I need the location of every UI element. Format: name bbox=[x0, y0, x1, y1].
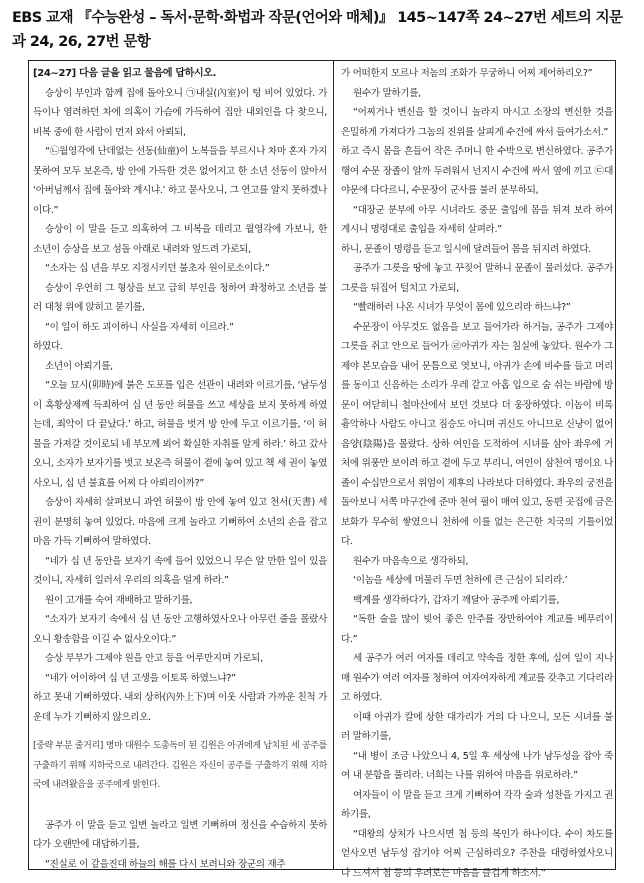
paragraph: ‘이놈을 세상에 머물러 두면 천하에 큰 근심이 되리라.’ bbox=[341, 571, 613, 591]
paragraph: 여자들이 이 말을 듣고 크게 기뻐하여 각각 술과 성찬을 가지고 권하기를, bbox=[341, 786, 613, 825]
document-title: EBS 교재 『수능완성 – 독서·문학·화법과 작문(언어와 매체)』 145~147쪽 24~27번 세트의 지문과 24, 26, 27번 문항 bbox=[12, 6, 632, 54]
paragraph: “대왕의 상처가 나으시면 첩 등의 복인가 하나이다. 수이 차도를 얻사오면 남두성 잡기야 어찌 근심하리오? 주찬을 대령하였사오니 다 드셔서 첩 등의 우려로는 마음을 즐겁게 하소서.” bbox=[341, 825, 613, 883]
paragraph: 공주가 그릇을 땅에 놓고 꾸짖어 말하니 문졸이 물러섰다. 공주가 그릇을 뒤집어 털치고 가로되, bbox=[341, 259, 613, 298]
paragraph: 승상 부부가 그제야 원을 안고 등을 어루만지며 가로되, bbox=[33, 649, 327, 669]
paragraph: 승상이 이 말을 듣고 의혹하여 그 비복을 데리고 월영각에 가보니, 한 소년이 승상을 보고 섬돌 아래로 내려와 엎드려 가로되, bbox=[33, 220, 327, 259]
paragraph: “어찌거나 변신을 할 것이니 놀라지 마시고 소장의 변신한 것을 은밀하게 가져다가 그놈의 진위를 살피게 수건에 싸서 들여가소서.” bbox=[341, 103, 613, 142]
paragraph: “대장군 분부에 아무 시녀라도 중문 출입에 몸을 뒤져 보라 하여 계시니 명령대로 출입을 자세히 살펴라.” bbox=[341, 201, 613, 240]
paragraph: “소자는 십 년을 부모 지정시키던 불초자 원이로소이다.” bbox=[33, 259, 327, 279]
right-column bbox=[341, 64, 613, 869]
paragraph: 하였다. bbox=[33, 337, 327, 357]
paragraph: 하니, 문졸이 명령을 듣고 일시에 달려들어 몸을 뒤지려 하였다. bbox=[341, 240, 613, 260]
paragraph: 승상이 우연히 그 형상을 보고 급히 부인을 청하여 좌정하고 소년을 불러 대청 위에 앉히고 묻기를, bbox=[33, 279, 327, 318]
paragraph: “네가 어이하여 십 년 고생을 이토록 하였느냐?” bbox=[33, 669, 327, 689]
paragraph: “독한 술을 많이 빚어 좋은 안주를 장만하여야 계교를 베푸리이다.” bbox=[341, 610, 613, 649]
paragraph: 원수가 마음속으로 생각하되, bbox=[341, 552, 613, 572]
column-divider bbox=[333, 61, 334, 869]
paragraph: “㉡월영각에 난데없는 선동(仙童)이 노복들을 부르시나 차마 혼자 가지 못하여 모두 보온즉, 방 안에 가득한 것은 없어지고 한 소년 선동이 앉아서 ‘아버님께서 집에 돌아와 계시냐.’ 하고 묻사오니, 그 연고를 알지 못하겠나이다.” bbox=[33, 142, 327, 220]
summary-note: [중략 부분 줄거리] 병마 대원수 도총독이 된 김원은 아귀에게 납치된 세 공주를 구출하기 위해 지하국으로 내려간다. 김원은 자신이 공주를 구출하기 위해 지하국에 내려왔음을 공주에게 밝힌다. bbox=[33, 737, 327, 796]
paragraph: “이 일이 하도 괴이하니 사실을 자세히 이르라.” bbox=[33, 318, 327, 338]
paragraph: “내 병이 조금 나았으니 4, 5일 후 세상에 나가 남두성을 잡아 죽여 내 분함을 풀리라. 너희는 나를 위하여 마음을 위로하라.” bbox=[341, 747, 613, 786]
paragraph: 가 어떠한지 모르나 저놈의 조화가 무궁하니 어찌 제어하리오?” bbox=[341, 64, 613, 84]
paragraph: 승상이 부인과 함께 집에 돌아오니 ㉠내실(內室)이 텅 비어 있었다. 가득이나 염려하던 차에 의혹이 가슴에 가득하여 집안 내외인을 다 찾으니, 비복 중에 한 사람이 먼저 와서 아뢰되, bbox=[33, 84, 327, 143]
paragraph: 원이 고개를 숙여 재배하고 말하기를, bbox=[33, 591, 327, 611]
passage-box bbox=[28, 60, 616, 870]
paragraph: “네가 십 년 동안을 보자기 속에 들어 있었으니 무슨 알 만한 일이 있을 것이니, 자세히 일러서 우리의 의혹을 덜게 하라.” bbox=[33, 552, 327, 591]
paragraph: 하고 즉시 몸을 흔들어 작은 주머니 한 수박으로 변신하였다. 공주가 행여 수문 장졸이 알까 두려워서 넌지시 수건에 싸서 옆에 끼고 ㉢대야문에 다다르니, 수문장이 군사를 불러 분부하되, bbox=[341, 142, 613, 201]
paragraph: 백계를 생각하다가, 갑자기 깨달아 공주께 아뢰기를, bbox=[341, 591, 613, 611]
paragraph: “소자가 보자기 속에서 십 년 동안 고행하였사오나 아무런 줄을 몰랐사오니 황송함을 이길 수 없사오이다.” bbox=[33, 610, 327, 649]
paragraph: 하고 못내 기뻐하였다. 내외 상하(內外上下)며 이웃 사람과 가까운 친척 가운데 누가 기뻐하지 않으리오. bbox=[33, 688, 327, 727]
paragraph: “오늘 묘시(卯時)에 붉은 도포를 입은 선관이 내려와 이르기를, ‘남두성이 흑황상제께 득죄하여 십 년 동안 허물을 쓰고 세상을 보지 못하게 하였는데, 죄악이 다 끝났다.’ 하고, 허물을 벗겨 방 안에 두고 이르기를, ‘이 허물을 가져갈 것이로되 네 부모께 뵈어 확실한 자취를 알게 하라.’ 하고 갔사오니, 소자가 보자기를 벗고 보온즉 허물이 곁에 놓여 있고 책 세 권이 놓였사오니, 십 년 불효를 어찌 다 아뢰리이까?” bbox=[33, 376, 327, 493]
paragraph: 공주가 이 말을 듣고 일변 놀라고 일변 기뻐하며 정신을 수습하지 못하다가 오랜만에 대답하기를, bbox=[33, 816, 327, 855]
paragraph: 이때 아귀가 칼에 상한 대가리가 거의 다 나으니, 모든 시녀를 불러 말하기를, bbox=[341, 708, 613, 747]
paragraph: 승상이 자세히 살펴보니 과연 허물이 방 안에 놓여 있고 천서(天書) 세 권이 분명히 놓여 있었다. 마음에 크게 놀라고 기뻐하여 소년의 손을 잡고 마음 가득 기뻐하여 말하였다. bbox=[33, 493, 327, 552]
paragraph: “빨래하러 나온 시녀가 무엇이 몸에 있으리라 하느냐?” bbox=[341, 298, 613, 318]
paragraph: 수문장이 아무것도 없음을 보고 들어가라 하거늘, 공주가 그제야 그릇을 쥐고 안으로 들어가 ㉣아귀가 자는 침실에 놓았다. 원수가 그제야 본모습을 내어 문틈으로 엿보니, 아귀가 손에 비수를 들고 머리를 동이고 신음하는 소리가 우레 같고 아홉 입으로 숨 쉬는 바람에 방문이 여닫히니 철마산에서 보던 것보다 더 웅장하였다. 이놈이 비록 흉악하나 사람도 아니고 짐승도 아니며 귀신도 아니므로 신냥이 없어 음양(陰陽)을 몰랐다. 상하 여인을 도적하여 시녀를 삼아 좌우에 거처에 위풍만 보이려 하고 곁에 두고 부리니, 여인이 삼천여 명이요 나졸이 수십만으로서 위엄이 제후의 나라보다 더하였다. 좌우의 궁전을 돌아보니 서쪽 마구간에 준마 천여 필이 매여 있고, 동편 곳집에 금은보화가 무수히 쌓였으니 천하에 이를 없는 은근한 치국의 기틀이었다. bbox=[341, 318, 613, 552]
paragraph: 원수가 말하기를, bbox=[341, 84, 613, 104]
passage-heading: [24~27] 다음 글을 읽고 물음에 답하시오. bbox=[33, 64, 327, 84]
paragraph: 소년이 아뢰기를, bbox=[33, 357, 327, 377]
paragraph: “진실로 이 같을진대 하늘의 해를 다시 보려니와 장군의 재주 bbox=[33, 855, 327, 875]
left-column bbox=[33, 64, 327, 869]
paragraph: 세 공주가 여러 여자를 데리고 약속을 정한 후에, 십여 일이 지나매 원수가 여러 여자를 청하여 여자여자하게 계교를 갖추고 기다리라고 하였다. bbox=[341, 649, 613, 708]
